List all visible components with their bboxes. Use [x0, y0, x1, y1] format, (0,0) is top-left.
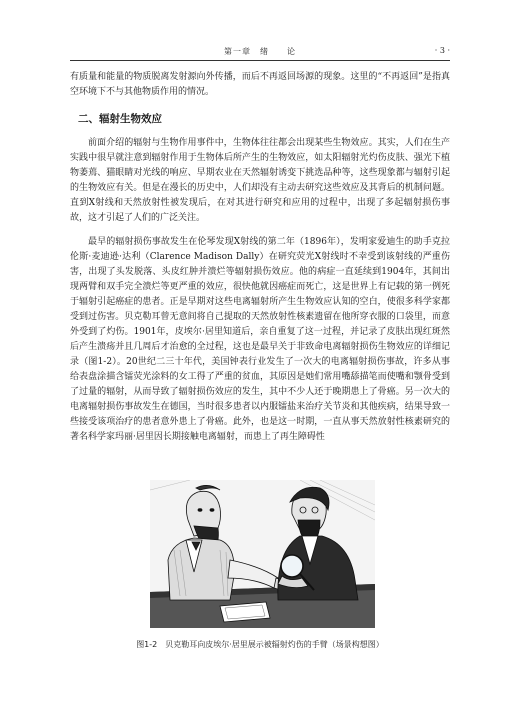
paragraph-history: 最早的辐射损伤事故发生在伦琴发现X射线的第二年（1896年），发明家爱迪生的助手克拉伦斯·麦迪逊·达利（Clarence Madison Dally）在研究荧光X射线时不幸受到该射线的严重伤害，出现了头发脱落、头皮红肿并溃烂等辐射损伤效应。他的病症一直延续到1904年，其间出现两臂和双手完全溃烂等更严重的效应，很快他就因癌症而死亡，这是世界上有记载的第一例死于辐射引起癌症的患者。正是早期对这些电离辐射所产生生物效应认知的空白，使很多科学家都受到过伤害。贝克勒耳曾无意间将自己提取的天然放射性核素遗留在他所穿衣服的口袋里，而意外受到了灼伤。1901年，皮埃尔·居里知道后，亲自重复了这一过程，并记录了皮肤出现红斑然后产生溃疡并且几周后才治愈的全过程，这也是最早关于非致命电离辐射损伤生物效应的详细记录（图1-2）。20世纪二三十年代，美国钟表行业发生了一次大的电离辐射损伤事故，许多从事给表盘涂描含镭荧光涂料的女工得了严重的贫血，其原因是她们常用嘴舔描笔而使嘴和颚骨受到了过量的辐射，从而导致了辐射损伤效应的发生，其中不少人还于晚期患上了骨癌。另一次大的电离辐射损伤事故发生在德国，当时很多患者以内服镭盐来治疗关节炎和其他疾病，结果导致一些接受该项治疗的患者意外患上了骨癌。此外，也是这一时期，一直从事天然放射性核素研究的著名科学家玛丽·居里因长期接触电离辐射，而患上了再生障碍性: [70, 237, 450, 442]
page-number: · 3 ·: [434, 46, 450, 55]
section-heading: 二、辐射生物效应: [78, 113, 162, 125]
running-head: [70, 46, 450, 60]
figure-caption: 图1-2 贝克勒耳向皮埃尔·居里展示被辐射灼伤的手臂（场景构想图）: [136, 640, 384, 649]
paragraph-overview: 前面介绍的辐射与生物作用事件中，生物体往往都会出现某些生物效应。其实，人们在生产实践中很早就注意到辐射作用于生物体后所产生的生物效应，如太阳辐射光灼伤皮肤、强光下植物萎蔫、猫眼睛对光线的响应、早期农业在天然辐射诱变下挑选品种等，这些现象都与辐射引起的生物效应有关。但是在漫长的历史中，人们却没有主动去研究这些效应及其背后的机制问题。直到X射线和天然放射性被发现后，在对其进行研究和应用的过程中，出现了多起辐射损伤事故，这才引起了人们的广泛关注。: [70, 138, 450, 223]
paragraph-intro: 有质量和能量的物质脱离发射源向外传播，而后不再返回场源的现象。这里的“不再返回”是指真空环境下不与其他物质作用的情况。: [70, 72, 450, 97]
figure-illustration: [150, 480, 375, 628]
header-rule: [70, 60, 450, 61]
chapter-title: 第一章 绪 论: [224, 47, 296, 56]
engraving-illustration: [150, 480, 375, 628]
